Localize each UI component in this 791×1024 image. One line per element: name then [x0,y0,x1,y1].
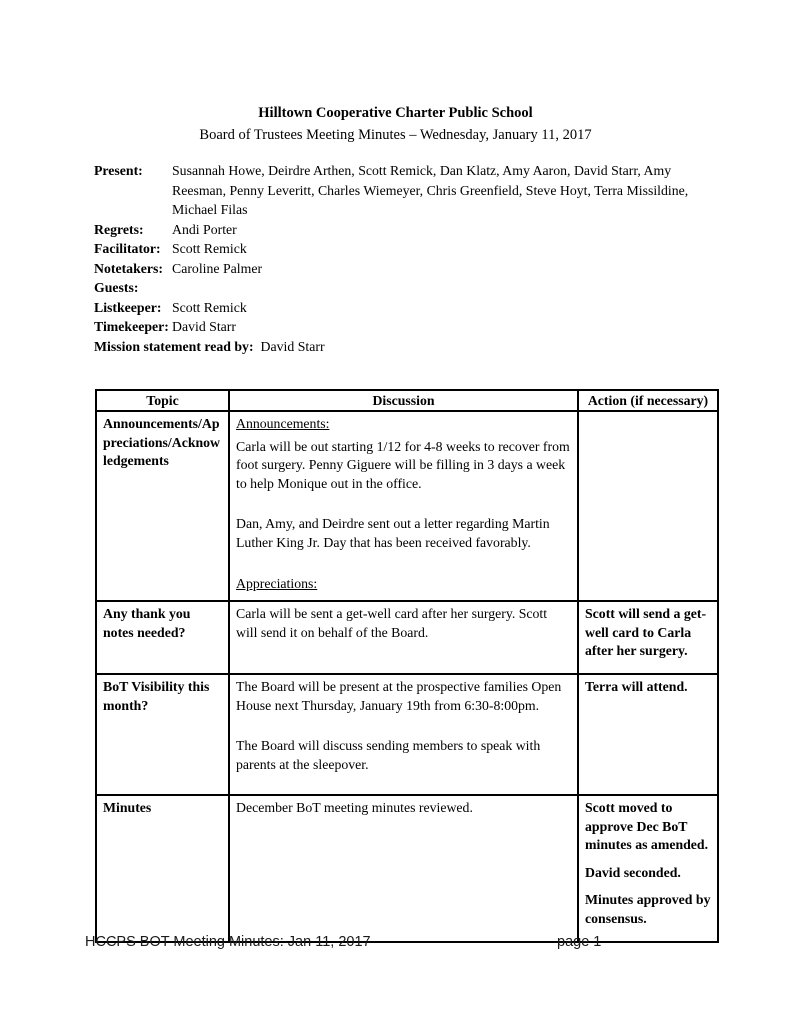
discussion-cell [229,674,578,795]
discussion-cell [229,795,578,942]
topic-cell: Minutes [96,795,229,942]
column-header-discussion: Discussion [229,390,578,411]
meta-value: Caroline Palmer [172,260,263,276]
meta-row-guests [94,278,706,298]
meta-value: David Starr [172,319,236,334]
table-row [96,795,718,942]
action-item: Scott moved to approve Dec BoT minutes as amended. [585,799,709,853]
meta-value: Scott Remick [172,241,247,256]
meta-row-notetakers [94,259,706,279]
table-header-row [96,390,718,411]
discussion-heading: Appreciations: [236,575,318,591]
meta-label: Present: [94,163,143,178]
doc-subtitle: Board of Trustees Meeting Minutes – Wednesday, January 11, 2017 [199,127,592,143]
meta-label: Listkeeper: [94,299,162,315]
meta-label: Timekeeper: [94,319,169,334]
table-row [96,674,718,795]
action-cell [578,674,718,795]
column-header-topic: Topic [96,390,229,411]
meta-row-listkeeper [94,298,706,318]
discussion-paragraph: Dan, Amy, and Deirdre sent out a letter regarding Martin Luther King Jr. Day that has been received favorably. [236,516,550,550]
page-number: page 1 [557,934,602,950]
action-item: Minutes approved by consensus. [585,892,711,926]
meta-value [172,278,706,298]
discussion-paragraph: Carla will be out starting 1/12 for 4-8 weeks to recover from foot surgery. Penny Giguere will be filling in 3 days a week to help Monique out in the office. [236,438,570,491]
action-item: David seconded. [585,864,681,880]
meta-value: Scott Remick [172,299,247,315]
discussion-cell [229,411,578,601]
table-row [96,601,718,674]
action-item: Terra will attend. [585,678,688,694]
meta-row-facilitator [94,239,706,259]
action-cell [578,795,718,942]
column-header-action: Action (if necessary) [578,390,718,411]
minutes-table [95,389,719,943]
action-item: Scott will send a get-well card to Carla after her surgery. [585,606,707,659]
meta-label: Notetakers: [94,260,163,276]
meta-row-mission-statement [94,337,706,357]
discussion-paragraph: Carla will be sent a get-well card after her surgery. Scott will send it on behalf of the Board. [236,606,548,640]
meta-label: Facilitator: [94,241,161,256]
meta-value: Andi Porter [172,221,237,237]
action-cell [578,601,718,674]
meta-label: Mission statement read by: [94,338,254,354]
meta-section [94,161,706,356]
meta-value: Susannah Howe, Deirdre Arthen, Scott Remick, Dan Klatz, Amy Aaron, David Starr, Amy Reesman, Penny Leveritt, Charles Wiemeyer, Chris Greenfield, Steve Hoyt, Terra Missildine, Michael Filas [172,163,689,217]
discussion-cell [229,601,578,674]
meta-label: Guests: [94,280,139,295]
meta-row-regrets [94,220,706,240]
topic-cell: Announcements/Appreciations/Acknowledgements [96,411,229,601]
meta-row-present [94,161,706,220]
meta-value: David Starr [260,338,325,354]
discussion-paragraph: The Board will discuss sending members to speak with parents at the sleepover. [236,738,541,772]
meta-row-timekeeper [94,317,706,337]
topic-cell: BoT Visibility this month? [96,674,229,795]
topic-cell: Any thank you notes needed? [96,601,229,674]
discussion-heading: Announcements: [236,416,330,431]
page-footer [0,934,791,956]
table-row [96,411,718,601]
discussion-paragraph: December BoT meeting minutes reviewed. [236,799,473,815]
discussion-paragraph: The Board will be present at the prospective families Open House next Thursday, January 19th from 6:30-8:00pm. [236,678,562,713]
document-header [0,102,791,146]
action-cell [578,411,718,601]
footer-document-label: HCCPS BOT Meeting Minutes: Jan 11, 2017 [85,934,371,950]
meta-label: Regrets: [94,221,144,237]
doc-title: Hilltown Cooperative Charter Public School [258,105,533,121]
